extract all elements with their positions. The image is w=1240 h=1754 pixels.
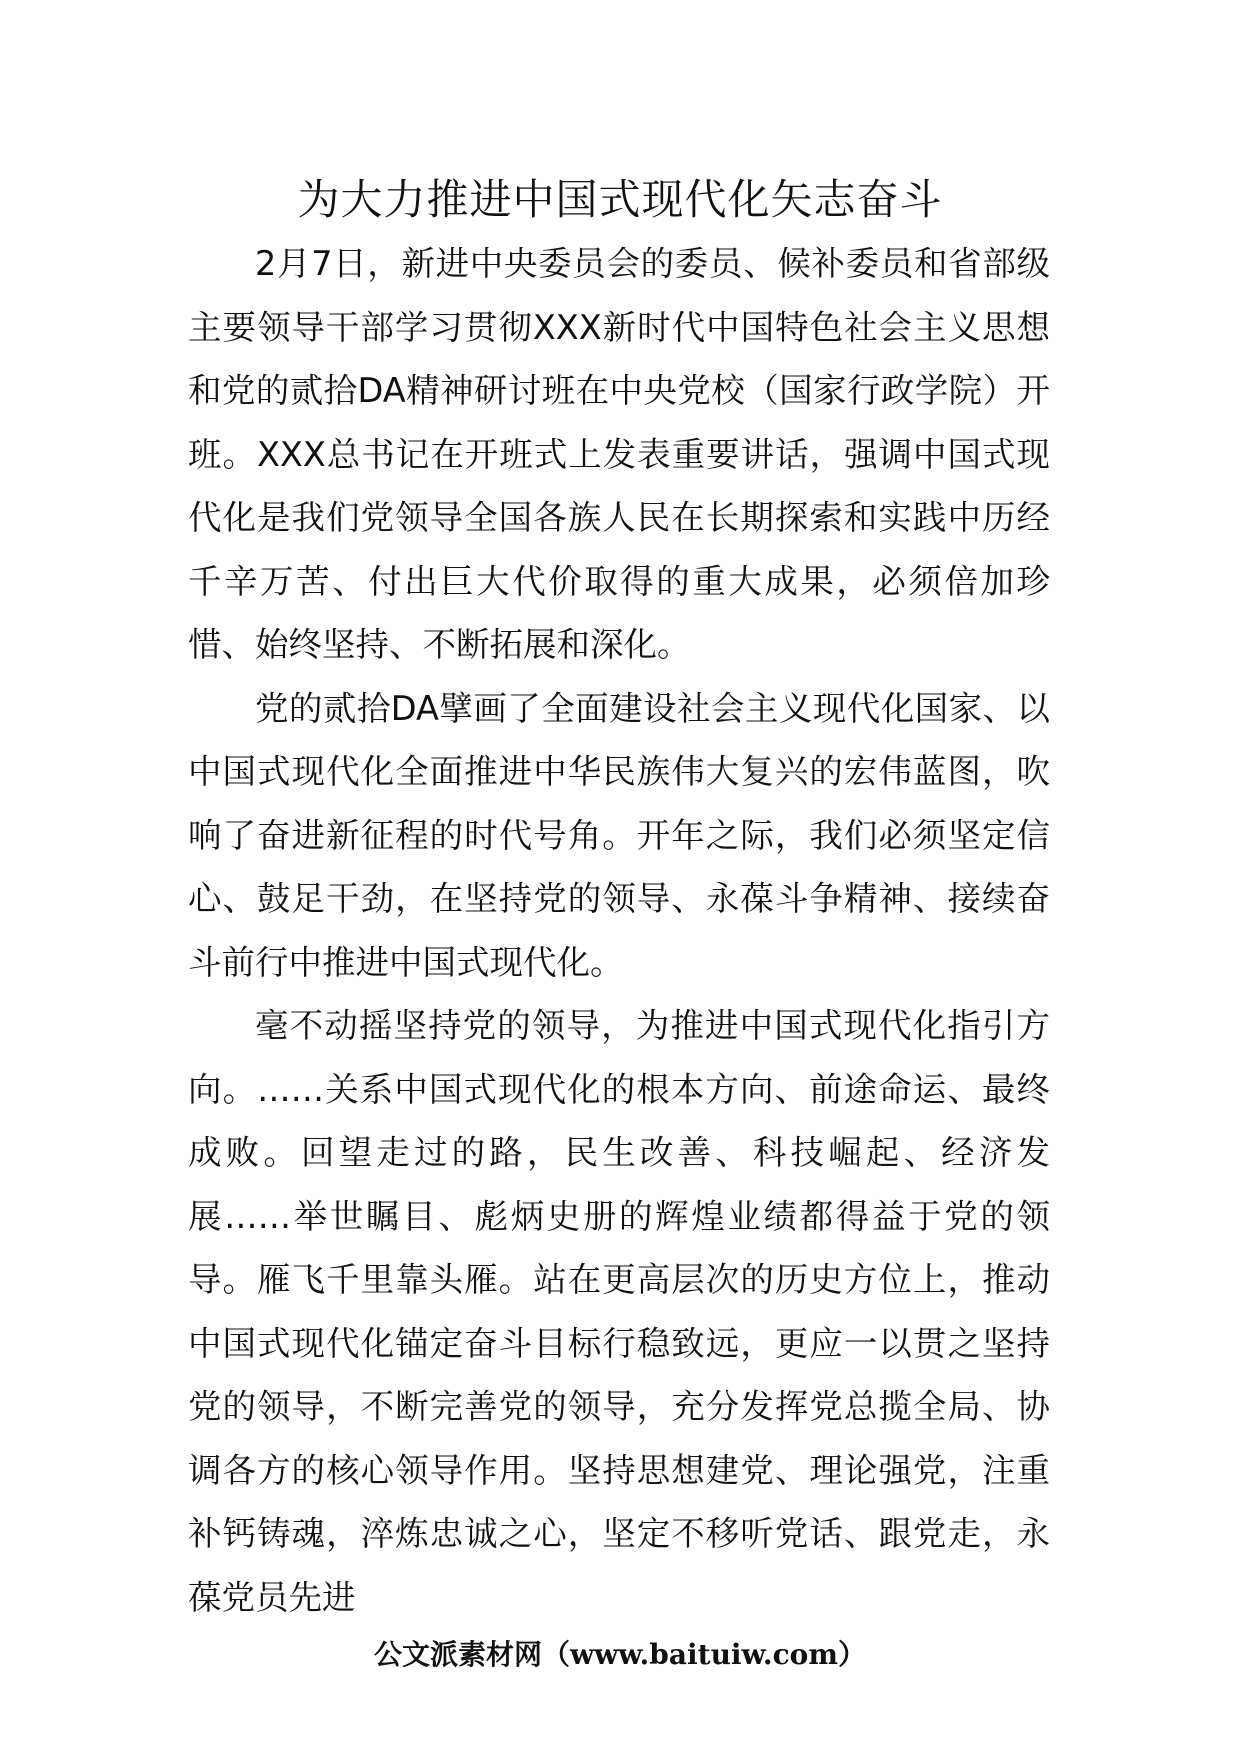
document-body (188, 232, 1050, 1629)
paragraph: 党的贰拾DA擘画了全面建设社会主义现代化国家、以中国式现代化全面推进中华民族伟大复兴的宏伟蓝图，吹响了奋进新征程的时代号角。开年之际，我们必须坚定信心、鼓足干劲，在坚持党的领导、永葆斗争精神、接续奋斗前行中推进中国式现代化。 (188, 688, 1050, 982)
footer-watermark: 公文派素材网（www.baituiw.com） (374, 1638, 866, 1671)
paragraph: 2月7日，新进中央委员会的委员、候补委员和省部级主要领导干部学习贯彻XXX新时代中国特色社会主义思想和党的贰拾DA精神研讨班在中央党校（国家行政学院）开班。XXX总书记在开班式上发表重要讲话，强调中国式现代化是我们党领导全国各族人民在长期探索和实践中历经千辛万苦、付出巨大代价取得的重大成果，必须倍加珍惜、始终坚持、不断拓展和深化。 (188, 244, 1050, 664)
document-title: 为大力推进中国式现代化矢志奋斗 (297, 175, 943, 224)
paragraph: 毫不动摇坚持党的领导，为推进中国式现代化指引方向。……关系中国式现代化的根本方向、前途命运、最终成败。回望走过的路，民生改善、科技崛起、经济发展……举世瞩目、彪炳史册的辉煌业绩都得益于党的领导。雁飞千里靠头雁。站在更高层次的历史方位上，推动中国式现代化锚定奋斗目标行稳致远，更应一以贯之坚持党的领导，不断完善党的领导，充分发挥党总揽全局、协调各方的核心领导作用。坚持思想建党、理论强党，注重补钙铸魂，淬炼忠诚之心，坚定不移听党话、跟党走，永葆党员先进 (188, 1006, 1050, 1617)
